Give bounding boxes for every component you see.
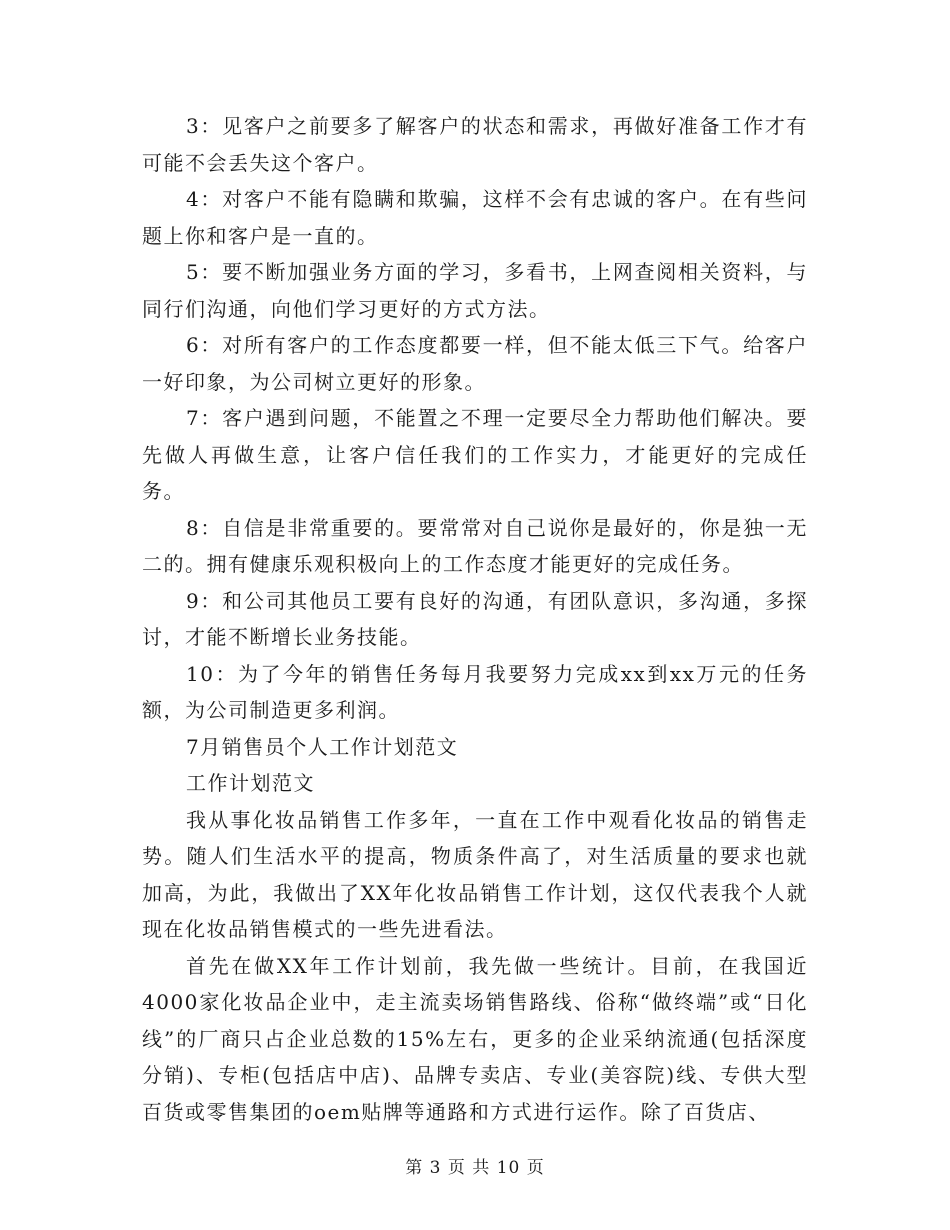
list-paragraph-4: 4：对客户不能有隐瞒和欺骗，这样不会有忠诚的客户。在有些问题上你和客户是一直的。 [142, 187, 808, 248]
body-paragraph-1: 我从事化妆品销售工作多年，一直在工作中观看化妆品的销售走势。随人们生活水平的提高，物质条件高了，对生活质量的要求也就加高，为此，我做出了XX年化妆品销售工作计划，这仅代表我个人就现在化妆品销售模式的一些先进看法。 [142, 807, 808, 941]
section-subtitle: 工作计划范文 [186, 771, 315, 795]
list-paragraph-6: 6：对所有客户的工作态度都要一样，但不能太低三下气。给客户一好印象，为公司树立更好的形象。 [142, 333, 808, 394]
list-paragraph-8: 8：自信是非常重要的。要常常对自己说你是最好的，你是独一无二的。拥有健康乐观积极向上的工作态度才能更好的完成任务。 [142, 515, 808, 576]
list-paragraph-7: 7：客户遇到问题，不能置之不理一定要尽全力帮助他们解决。要先做人再做生意，让客户信任我们的工作实力，才能更好的完成任务。 [142, 406, 808, 503]
page-content [142, 108, 808, 1130]
page-number-footer: 第 3 页 共 10 页 [405, 1158, 545, 1178]
list-paragraph-3: 3：见客户之前要多了解客户的状态和需求，再做好准备工作才有可能不会丢失这个客户。 [142, 114, 808, 175]
list-paragraph-10: 10：为了今年的销售任务每月我要努力完成xx到xx万元的任务额，为公司制造更多利润。 [142, 661, 808, 722]
list-paragraph-5: 5：要不断加强业务方面的学习，多看书，上网查阅相关资料，与同行们沟通，向他们学习更好的方式方法。 [142, 260, 808, 321]
section-title: 7月销售员个人工作计划范文 [186, 734, 459, 759]
list-paragraph-9: 9：和公司其他员工要有良好的沟通，有团队意识，多沟通，多探讨，才能不断增长业务技能。 [142, 588, 808, 649]
body-paragraph-2: 首先在做XX年工作计划前，我先做一些统计。目前，在我国近4000家化妆品企业中，走主流卖场销售路线、俗称“做终端”或“日化线”的厂商只占企业总数的15%左右，更多的企业采纳流通(包括深度分销)、专柜(包括店中店)、品牌专卖店、专业(美容院)线、专供大型百货或零售集团的oem贴牌等通路和方式进行运作。除了百货店、 [142, 953, 808, 1124]
